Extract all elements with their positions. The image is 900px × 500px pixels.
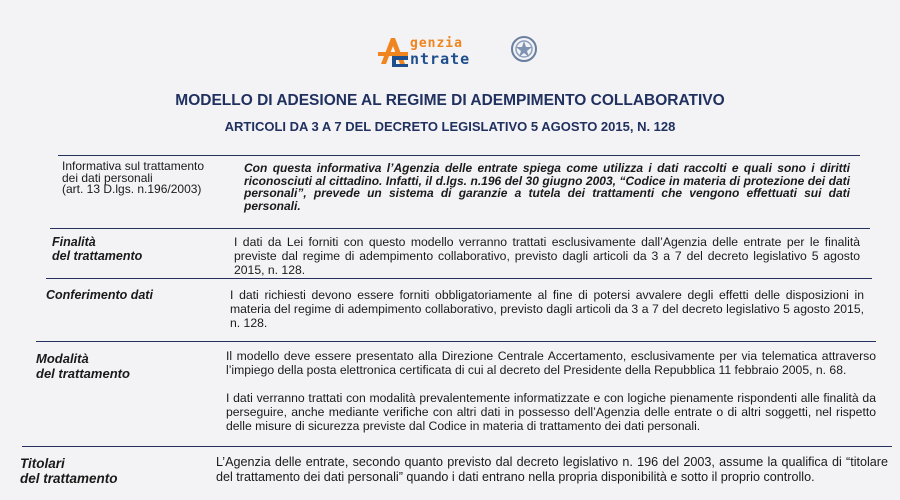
informativa-label: Informativa sul trattamento dei dati personali (art. 13 D.lgs. n.196/2003) xyxy=(62,159,205,196)
titolari-label: Titolari del trattamento xyxy=(20,456,118,486)
section-divider xyxy=(22,446,892,447)
modalita-label: Modalità del trattamento xyxy=(36,351,130,381)
modalita-text-2: I dati verranno trattati con modalità prevalentemente informatizzate e con logiche pienamente rispondenti alle finalità da perseguire, anche mediante verifiche con altri dati in possesso dell’Agenzia delle entrate o di altri soggetti, nel rispetto delle misure di sicurezza previste dal Codice in materia di trattamento dei dati personali. xyxy=(226,391,876,433)
section-divider xyxy=(58,155,860,156)
agenzia-entrate-logo xyxy=(376,32,546,72)
modalita-text-1: Il modello deve essere presentato alla Direzione Centrale Accertamento, esclusivamente per via telematica attraverso l’impiego della posta elettronica certificata di cui al decreto del Presidente della Repubblica 11 febbraio 2005, n. 68. xyxy=(226,349,876,377)
informativa-text: Con questa informativa l’Agenzia delle entrate spiega come utilizza i dati raccolti e quali sono i diritti riconosciuti al cittadino. Infatti, il d.lgs. n.196 del 30 giugno 2003, “Codice in materia di protezione dei dati personali”, prevede un sistema di garanzie a tutela dei trattamenti che vengono effettuati sui dati personali. xyxy=(244,161,850,213)
finalita-label: Finalità del trattamento xyxy=(52,235,143,263)
agenzia-entrate-logo-icon xyxy=(376,34,410,68)
conferimento-text: I dati richiesti devono essere forniti obbligatoriamente al fine di potersi avvalere degli effetti delle disposizioni in materia del regime di adempimento collaborativo, previsto dagli articoli da 3 a 7 del decreto legislativo 5 agosto 2015, n. 128. xyxy=(230,288,864,330)
section-divider xyxy=(50,228,870,229)
logo-text-entrate: ntrate xyxy=(410,50,471,68)
logo-text-agenzia: genzia xyxy=(410,36,463,51)
titolari-text: L’Agenzia delle entrate, secondo quanto previsto dal decreto legislativo n. 196 del 2003, assume la qualifica di “titolare del trattamento dei dati personali” quando i dati entrano nella propria disponibilità e sotto il proprio controllo. xyxy=(216,455,888,484)
finalita-text: I dati da Lei forniti con questo modello verranno trattati esclusivamente dall’Agenzia delle entrate per le finalità previste dal regime di adempimento collaborativo, previsto dagli articoli da 3 a 7 del decreto legislativo 5 agosto 2015, n. 128. xyxy=(234,235,860,277)
page-title: MODELLO DI ADESIONE AL REGIME DI ADEMPIMENTO COLLABORATIVO xyxy=(175,92,725,109)
italian-republic-emblem-icon xyxy=(510,35,538,63)
page-subtitle: ARTICOLI DA 3 A 7 DEL DECRETO LEGISLATIVO 5 AGOSTO 2015, N. 128 xyxy=(224,119,676,134)
conferimento-label: Conferimento dati xyxy=(46,288,153,302)
section-divider xyxy=(36,341,876,342)
section-divider xyxy=(46,278,872,279)
